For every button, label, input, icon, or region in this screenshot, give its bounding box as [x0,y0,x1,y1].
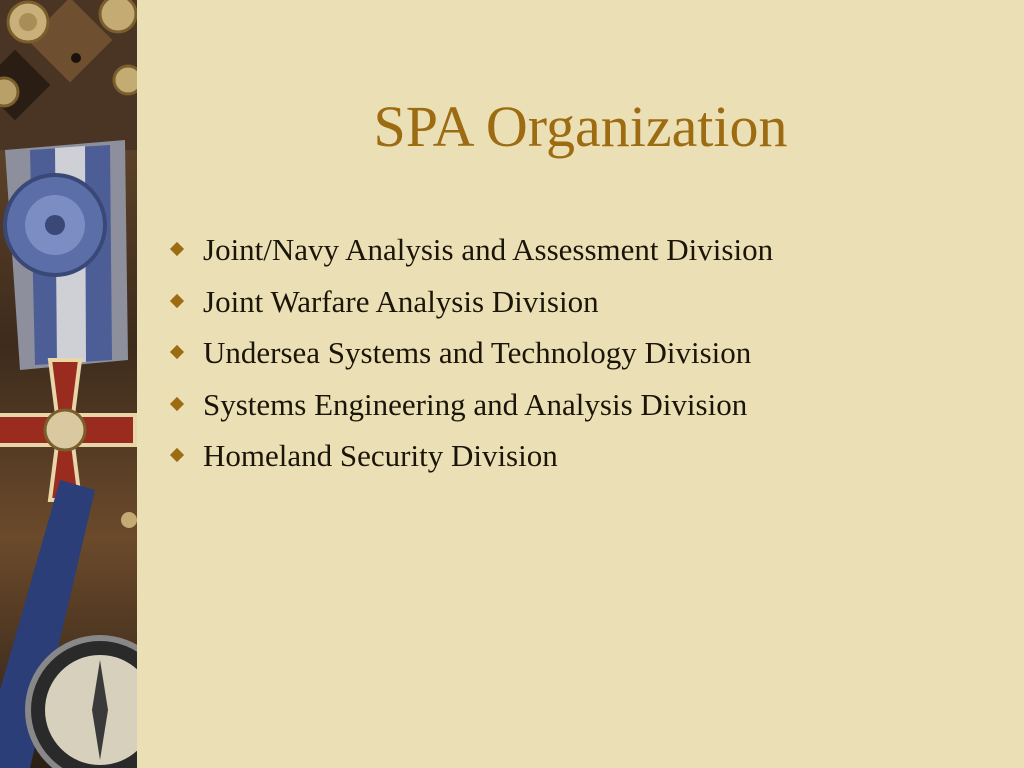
bullet-text: Homeland Security Division [203,438,558,473]
bullet-text: Joint Warfare Analysis Division [203,283,599,319]
bullet-text: Systems Engineering and Analysis Division [203,386,748,422]
list-item [170,383,773,435]
diamond-bullet-icon [170,242,184,256]
bullet-text: Joint/Navy Analysis and Assessment Division [203,232,774,267]
list-item [170,434,773,486]
bullet-text: Undersea Systems and Technology Division [203,335,752,370]
slide-title: SPA Organization [373,94,788,159]
list-item [170,228,773,280]
bullet-list [170,228,773,486]
diamond-bullet-icon [170,396,184,410]
list-item [170,331,773,383]
diamond-bullet-icon [170,448,184,462]
list-item [170,280,773,332]
diamond-bullet-icon [170,293,184,307]
diamond-bullet-icon [170,345,184,359]
medal-collage-icon [0,0,137,768]
decorative-side-image [0,0,137,768]
